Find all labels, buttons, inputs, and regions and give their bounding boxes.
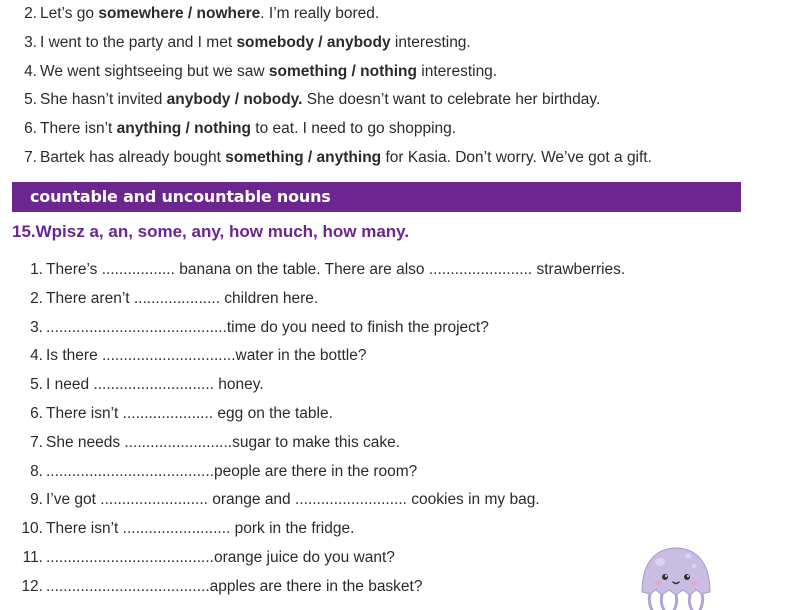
item-number: 3. (24, 33, 37, 51)
section-banner: countable and uncountable nouns (12, 182, 741, 212)
exercise-item (0, 400, 800, 429)
item-number: 2. (24, 5, 37, 22)
exercise-item (0, 486, 800, 515)
exercise-15-title: 15.Wpisz a, an, some, any, how much, how many. (12, 222, 410, 241)
answer-options: somebody / anybody (236, 33, 391, 51)
exercise-item (0, 256, 800, 285)
exercise-item: 3. I went to the party and I met somebody / anybody interesting. (0, 29, 800, 58)
item-text: ......................................apples are there in the basket? (46, 577, 423, 595)
exercise-item: 7. Bartek has already bought something / anything for Kasia. Don’t worry. We’ve got a gift. (0, 144, 800, 173)
exercise-item (0, 371, 800, 400)
item-text: There aren’t .................... children here. (46, 289, 319, 307)
answer-options: something / anything (225, 148, 382, 166)
exercise-item: 6. There isn’t anything / nothing to eat. I need to go shopping. (0, 115, 800, 144)
answer-options: anybody / nobody. (166, 91, 303, 109)
item-number: 5. (24, 91, 37, 109)
item-text: Is there ...............................water in the bottle? (46, 347, 367, 365)
item-number: 2. (30, 289, 43, 307)
item-number: 12. (21, 577, 43, 595)
item-text: I need ............................ honey. (46, 376, 264, 394)
exercise-item: 2. Let’s go somewhere / nowhere. I’m really bored. (0, 0, 800, 29)
item-text: There isn’t ..................... egg on the table. (46, 404, 333, 422)
item-number: 11. (22, 548, 43, 566)
item-number: 6. (30, 404, 43, 422)
item-number: 1. (30, 261, 43, 278)
item-number: 9. (30, 491, 43, 509)
item-text: She needs .........................sugar to make this cake. (46, 433, 401, 451)
item-text: .......................................people are there in the room? (46, 462, 418, 480)
item-number: 5. (30, 376, 43, 394)
item-number: 7. (24, 148, 37, 166)
item-text: ..........................................time do you need to finish the project? (46, 318, 489, 336)
answer-options: anything / nothing (116, 120, 251, 138)
item-number: 7. (30, 433, 43, 451)
item-number: 10. (21, 520, 43, 538)
item-text: .......................................orange juice do you want? (46, 548, 395, 566)
item-text: There’s ................. banana on the table. There are also ........................ strawberries. (46, 261, 626, 278)
exercise-item: 5. She hasn’t invited anybody / nobody. She doesn’t want to celebrate her birthday. (0, 86, 800, 115)
item-text: There isn’t ......................... pork in the fridge. (46, 520, 355, 538)
item-number: 8. (30, 462, 43, 480)
answer-options: something / nothing (268, 62, 417, 80)
exercise-item: 4. We went sightseeing but we saw something / nothing interesting. (0, 58, 800, 87)
exercise-item (0, 285, 800, 314)
item-number: 6. (24, 120, 37, 138)
item-text: I’ve got ......................... orange and .......................... cookies in my bag. (46, 491, 540, 509)
exercise-14-list (0, 0, 800, 173)
item-number: 4. (30, 347, 43, 365)
exercise-item (0, 458, 800, 487)
answer-options: somewhere / nowhere (98, 5, 261, 22)
exercise-item (0, 314, 800, 343)
item-number: 3. (30, 318, 43, 336)
item-number: 4. (24, 62, 37, 80)
exercise-item (0, 342, 800, 371)
exercise-item (0, 429, 800, 458)
